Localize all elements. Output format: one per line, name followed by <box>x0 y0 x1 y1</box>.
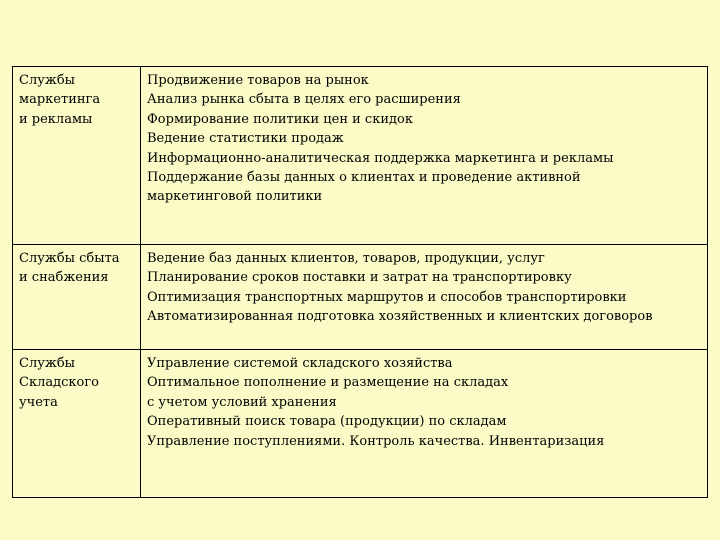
task-line: Оптимизация транспортных маршрутов и способов транспортировки <box>147 289 627 305</box>
task-line: Управление системой складского хозяйства <box>147 356 453 371</box>
services-table <box>12 66 708 498</box>
table-row-warehouse <box>13 350 708 498</box>
service-name-cell <box>13 245 141 350</box>
service-name-line: Службы сбыта <box>19 251 120 266</box>
task-line: Информационно-аналитическая поддержка маркетинга и рекламы <box>147 150 614 166</box>
task-line: Автоматизированная подготовка хозяйственных и клиентских договоров <box>147 309 653 325</box>
task-line: Ведение статистики продаж <box>147 131 344 147</box>
task-line: Планирование сроков поставки и затрат на транспортировку <box>147 270 572 286</box>
task-line: Поддержание базы данных о клиентах и проведение активной <box>147 170 581 186</box>
service-name-cell <box>13 67 141 245</box>
service-name-line: учета <box>19 394 58 410</box>
task-line: Оптимальное пополнение и размещение на складах <box>147 375 509 391</box>
table-row-sales-supply <box>13 245 708 350</box>
service-name-line: и снабжения <box>19 270 109 286</box>
service-name-line: и рекламы <box>19 111 93 127</box>
task-line: Оперативный поиск товара (продукции) по складам <box>147 414 507 430</box>
task-line: с учетом условий хранения <box>147 394 337 410</box>
task-line: Формирование политики цен и скидок <box>147 111 413 127</box>
task-line: Управление поступлениями. Контроль качества. Инвентаризация <box>147 433 605 449</box>
service-tasks-cell <box>141 67 708 245</box>
task-line: маркетинговой политики <box>147 189 323 205</box>
service-name-line: Службы <box>19 73 75 88</box>
task-line: Ведение баз данных клиентов, товаров, продукции, услуг <box>147 251 545 266</box>
service-name-line: Складского <box>19 375 99 391</box>
task-line: Продвижение товаров на рынок <box>147 73 369 88</box>
service-name-line: маркетинга <box>19 92 101 108</box>
table-row-marketing <box>13 67 708 245</box>
service-tasks-cell <box>141 245 708 350</box>
service-name-line: Службы <box>19 356 75 371</box>
task-line: Анализ рынка сбыта в целях его расширения <box>147 92 461 108</box>
service-tasks-cell <box>141 350 708 498</box>
service-name-cell <box>13 350 141 498</box>
